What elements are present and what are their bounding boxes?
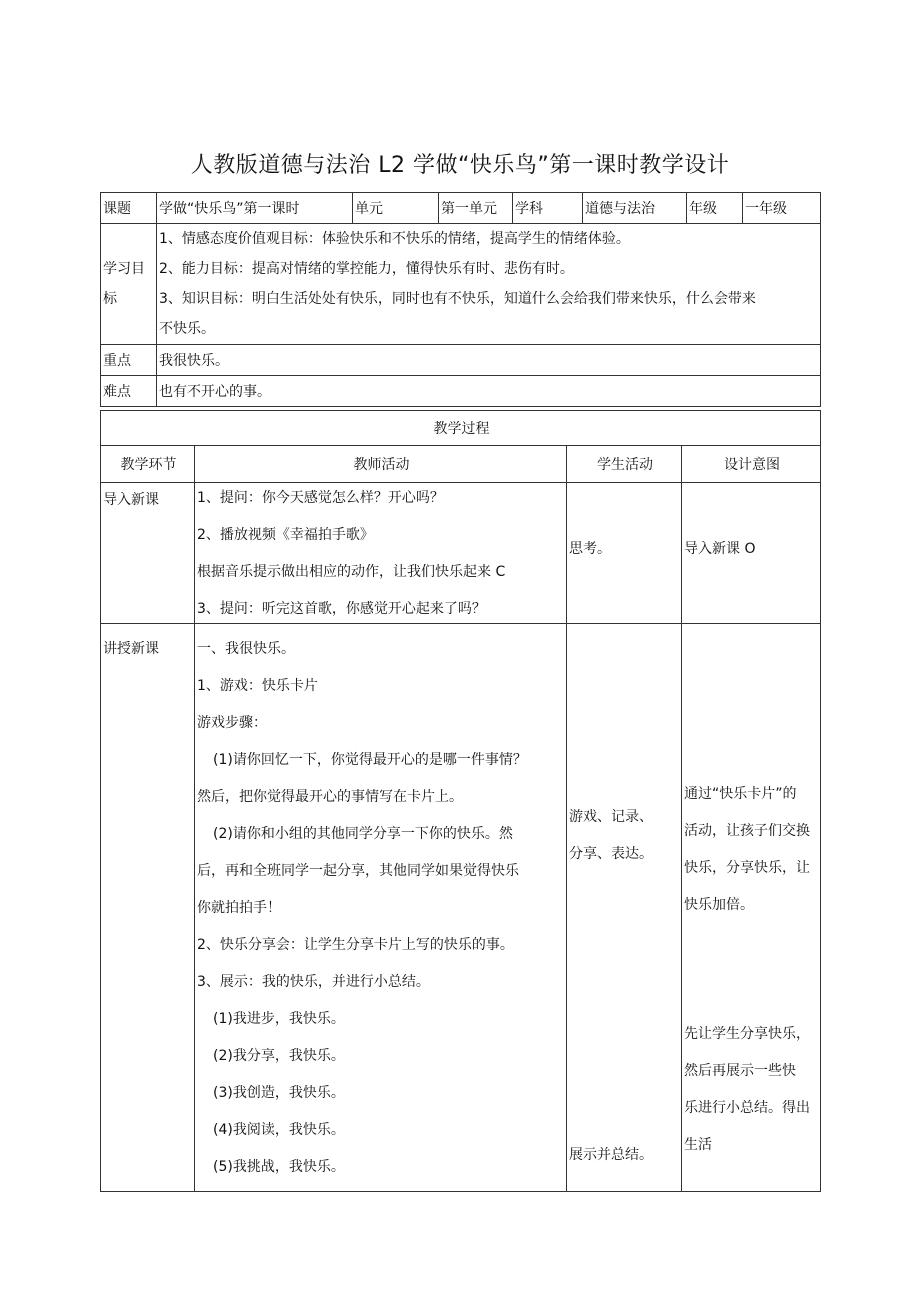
document-title: 人教版道德与法治 L2 学做“快乐鸟”第一课时教学设计 [190,153,730,178]
intro-row [101,483,821,624]
grade-label: 年级 [687,193,743,224]
teacher-line: 3、提问：听完这首歌，你感觉开心起来了吗？ [197,601,486,617]
intro-stage-label: 导入新课 [103,492,159,508]
intro-teacher [195,483,567,624]
difficulty-label: 难点 [101,376,157,407]
col-student: 学生活动 [567,446,682,483]
intro-intent [682,483,821,624]
topic-value: 学做“快乐鸟”第一课时 [157,193,353,224]
goals-label-line-1: 学习目 [103,261,145,277]
col-stage: 教学环节 [101,446,195,483]
goal-item: 1、情感态度价值观目标：体验快乐和不快乐的情绪，提高学生的情绪体验。 [159,231,630,247]
teacher-line: (2)我分享，我快乐。 [213,1048,345,1064]
lecture-student-lines [569,624,681,1179]
teacher-line: 1、提问：你今天感觉怎么样？开心吗？ [197,490,444,506]
topic-label: 课题 [101,193,157,224]
subject-label: 学科 [513,193,583,224]
goals-label [101,224,157,345]
lecture-teacher [195,624,567,1192]
teacher-line: (2)请你和小组的其他同学分享一下你的快乐。然 [213,826,513,842]
intent-line: 先让学生分享快乐， [684,1026,810,1042]
lecture-intent-lines [684,624,820,1169]
goals-content [157,224,821,345]
intro-intent-text: 导入新课 O [684,541,756,557]
intro-stage [101,483,195,624]
intro-student-text: 思考。 [569,541,611,557]
key-point-row [101,345,821,376]
goal-item: 2、能力目标：提高对情绪的掌控能力，懂得快乐有时、悲伤有时。 [159,261,574,277]
lecture-teacher-lines [197,624,566,1191]
goal-item: 不快乐。 [159,321,215,337]
process-heading-row [101,411,821,446]
col-teacher: 教师活动 [195,446,567,483]
teacher-line: 根据音乐提示做出相应的动作，让我们快乐起来 C [197,564,506,580]
teacher-line: (3)我创造，我快乐。 [213,1085,345,1101]
teacher-line: 你就拍拍手！ [197,900,281,916]
teacher-line: (4)我阅读，我快乐。 [213,1122,345,1138]
teacher-line: 1、游戏：快乐卡片 [197,678,318,694]
teacher-line: (1)我进步，我快乐。 [213,1011,345,1027]
grade-value: 一年级 [743,193,821,224]
info-row [101,193,821,224]
teaching-process-table [100,410,821,1192]
teacher-line: 3、展示：我的快乐，并进行小总结。 [197,974,430,990]
lecture-row [101,624,821,1192]
process-header-row [101,446,821,483]
intent-line: 通过“快乐卡片”的 [684,786,797,802]
teacher-line: 一、我很快乐。 [197,641,295,657]
subject-value: 道德与法治 [583,193,687,224]
teacher-line: 2、快乐分享会：让学生分享卡片上写的快乐的事。 [197,937,514,953]
goals-label-line-2: 标 [103,291,117,307]
difficulty-value: 也有不开心的事。 [157,376,821,407]
lecture-stage-label: 讲授新课 [103,641,159,657]
teacher-line: 2、播放视频《幸福拍手歌》 [197,527,374,543]
spacer [684,929,820,1021]
intent-line: 乐进行小总结。得出 [684,1100,810,1116]
goals-row [101,224,821,345]
key-point-label: 重点 [101,345,157,376]
lecture-student [567,624,682,1192]
lecture-stage [101,624,195,1192]
goal-item: 3、知识目标：明白生活处处有快乐，同时也有不快乐，知道什么会给我们带来快乐，什么会带来 [159,291,756,307]
unit-value: 第一单元 [439,193,513,224]
teacher-line: (1)请你回忆一下，你觉得最开心的是哪一件事情？ [213,752,527,768]
student-line: 游戏、记录、 [569,809,653,825]
intent-line: 快乐，分享快乐，让 [684,860,810,876]
lesson-info-table [100,192,821,407]
intro-teacher-lines [197,483,566,620]
spacer [569,878,681,1142]
intent-line: 快乐加倍。 [684,897,754,913]
student-line: 分享、表达。 [569,846,653,862]
process-heading: 教学过程 [101,411,821,446]
teacher-line: 游戏步骤： [197,715,267,731]
teacher-line: 后，再和全班同学一起分享，其他同学如果觉得快乐 [197,863,519,879]
intent-line: 活动，让孩子们交换 [684,823,810,839]
key-point-value: 我很快乐。 [157,345,821,376]
lecture-intent [682,624,821,1192]
difficulty-row [101,376,821,407]
intent-line: 然后再展示一些快 [684,1063,796,1079]
intro-student [567,483,682,624]
teacher-line: 然后，把你觉得最开心的事情写在卡片上。 [197,789,463,805]
unit-label: 单元 [353,193,439,224]
teacher-line: (5)我挑战，我快乐。 [213,1159,345,1175]
student-line: 展示并总结。 [569,1147,653,1163]
intent-line: 生活 [684,1137,712,1153]
col-intent: 设计意图 [682,446,821,483]
